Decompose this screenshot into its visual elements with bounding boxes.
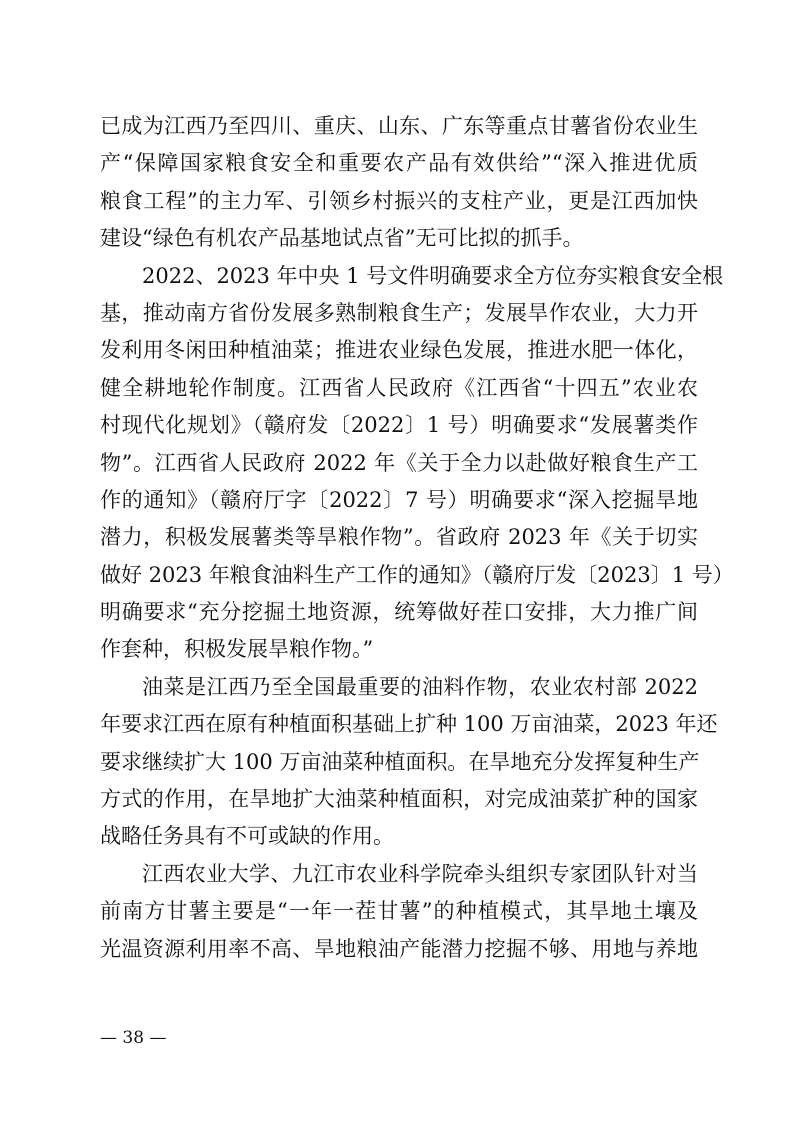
text-line: 光温资源利用率不高、旱地粮油产能潜力挖掘不够、用地与养地 — [100, 936, 698, 961]
text-line: 建设“绿色有机农产品基地试点省”无可比拟的抓手。 — [100, 226, 584, 251]
text-line: 发利用冬闲田种植油菜；推进农业绿色发展，推进水肥一体化， — [100, 338, 698, 363]
text-line: 已成为江西乃至四川、重庆、山东、广东等重点甘薯省份农业生 — [100, 114, 698, 138]
text-line: 基，推动南方省份发展多熟制粮食生产；发展旱作农业，大力开 — [100, 300, 698, 325]
text-line: 物”。江西省人民政府 2022 年《关于全力以赴做好粮食生产工 — [100, 450, 698, 475]
text-line: 2022、2023 年中央 1 号文件明确要求全方位夯实粮食安全根 — [142, 263, 724, 288]
text-line: 粮食工程”的主力军、引领乡村振兴的支柱产业，更是江西加快 — [100, 188, 698, 213]
text-line: 年要求江西在原有种植面积基础上扩种 100 万亩油菜，2023 年还 — [100, 712, 718, 737]
text-line: 作套种，积极发展旱粮作物。” — [100, 637, 374, 662]
paragraph — [100, 108, 698, 258]
text-line: 产“保障国家粮食安全和重要农产品有效供给”“深入推进优质 — [100, 151, 698, 176]
page-number: — 38 — — [100, 1028, 167, 1048]
text-line: 要求继续扩大 100 万亩油菜种植面积。在旱地充分发挥复种生产 — [100, 749, 700, 774]
text-line: 明确要求“充分挖掘土地资源，统筹做好茬口安排，大力推广间 — [100, 600, 698, 625]
paragraph — [100, 258, 734, 669]
text-line: 潜力，积极发展薯类等旱粮作物”。省政府 2023 年《关于切实 — [100, 525, 698, 550]
text-line: 村现代化规划》（赣府发〔2022〕1 号）明确要求“发展薯类作 — [100, 413, 698, 438]
text-line: 油菜是江西乃至全国最重要的油料作物，农业农村部 2022 — [142, 674, 698, 699]
document-body — [100, 108, 734, 968]
paragraph — [100, 856, 698, 968]
text-line: 作的通知》（赣府厅字〔2022〕7 号）明确要求“深入挖掘旱地 — [100, 487, 698, 512]
text-line: 健全耕地轮作制度。江西省人民政府《江西省“十四五”农业农 — [100, 375, 698, 400]
text-line: 方式的作用，在旱地扩大油菜种植面积，对完成油菜扩种的国家 — [100, 787, 698, 812]
text-line: 做好 2023 年粮食油料生产工作的通知》（赣府厅发〔2023〕1 号） — [100, 562, 734, 587]
text-line: 前南方甘薯主要是“一年一茬甘薯”的种植模式，其旱地土壤及 — [100, 899, 698, 924]
text-line: 战略任务具有不可或缺的作用。 — [100, 824, 394, 849]
text-line: 江西农业大学、九江市农业科学院牵头组织专家团队针对当 — [142, 861, 698, 886]
paragraph — [100, 669, 718, 856]
